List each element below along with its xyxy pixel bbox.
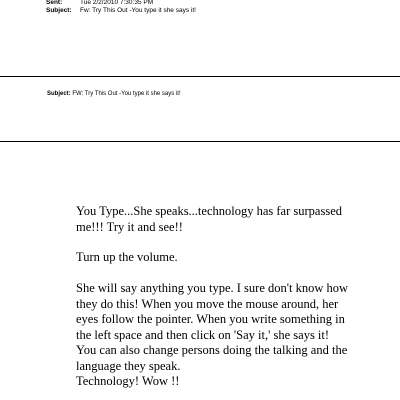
paragraph-line: You Type...She speaks...technology has far surpassed [76,204,342,218]
paragraph-line: the left space and then click on 'Say it,' she says it! [76,327,330,342]
paragraph-line: me!!! Try it and see!! [76,219,183,234]
subject-label: Subject: [46,7,72,14]
divider-bottom [0,141,400,142]
divider-top [0,76,400,77]
paragraph-line: eyes follow the pointer. When you write something in [76,312,345,326]
sent-value: Tue 2/2/2010 7:30:35 PM [80,0,154,6]
paragraph-volume [76,250,376,266]
paragraph-description [76,281,376,374]
paragraph-line: Turn up the volume. [76,250,178,264]
paragraph-line: She will say anything you type. I sure don't know how [76,281,349,295]
subject-row [0,6,400,15]
paragraph-line: Technology! Wow !! [76,374,180,388]
paragraph-closing [76,374,376,390]
forwarded-subject [47,90,181,98]
sent-label: Sent: [46,0,63,6]
forwarded-subject-value: FW: Try This Out -You type it she says it! [72,91,181,97]
paragraph-line: You can also change persons doing the talking and the [76,343,348,357]
paragraph-line: they do this! When you move the mouse around, her [76,296,339,311]
email-header [0,0,400,20]
forwarded-subject-label: Subject: [47,91,71,97]
subject-value: Fw: Try This Out -You type it she says it! [80,7,196,14]
paragraph-line: language they speak. [76,358,181,373]
paragraph-intro [76,204,376,235]
